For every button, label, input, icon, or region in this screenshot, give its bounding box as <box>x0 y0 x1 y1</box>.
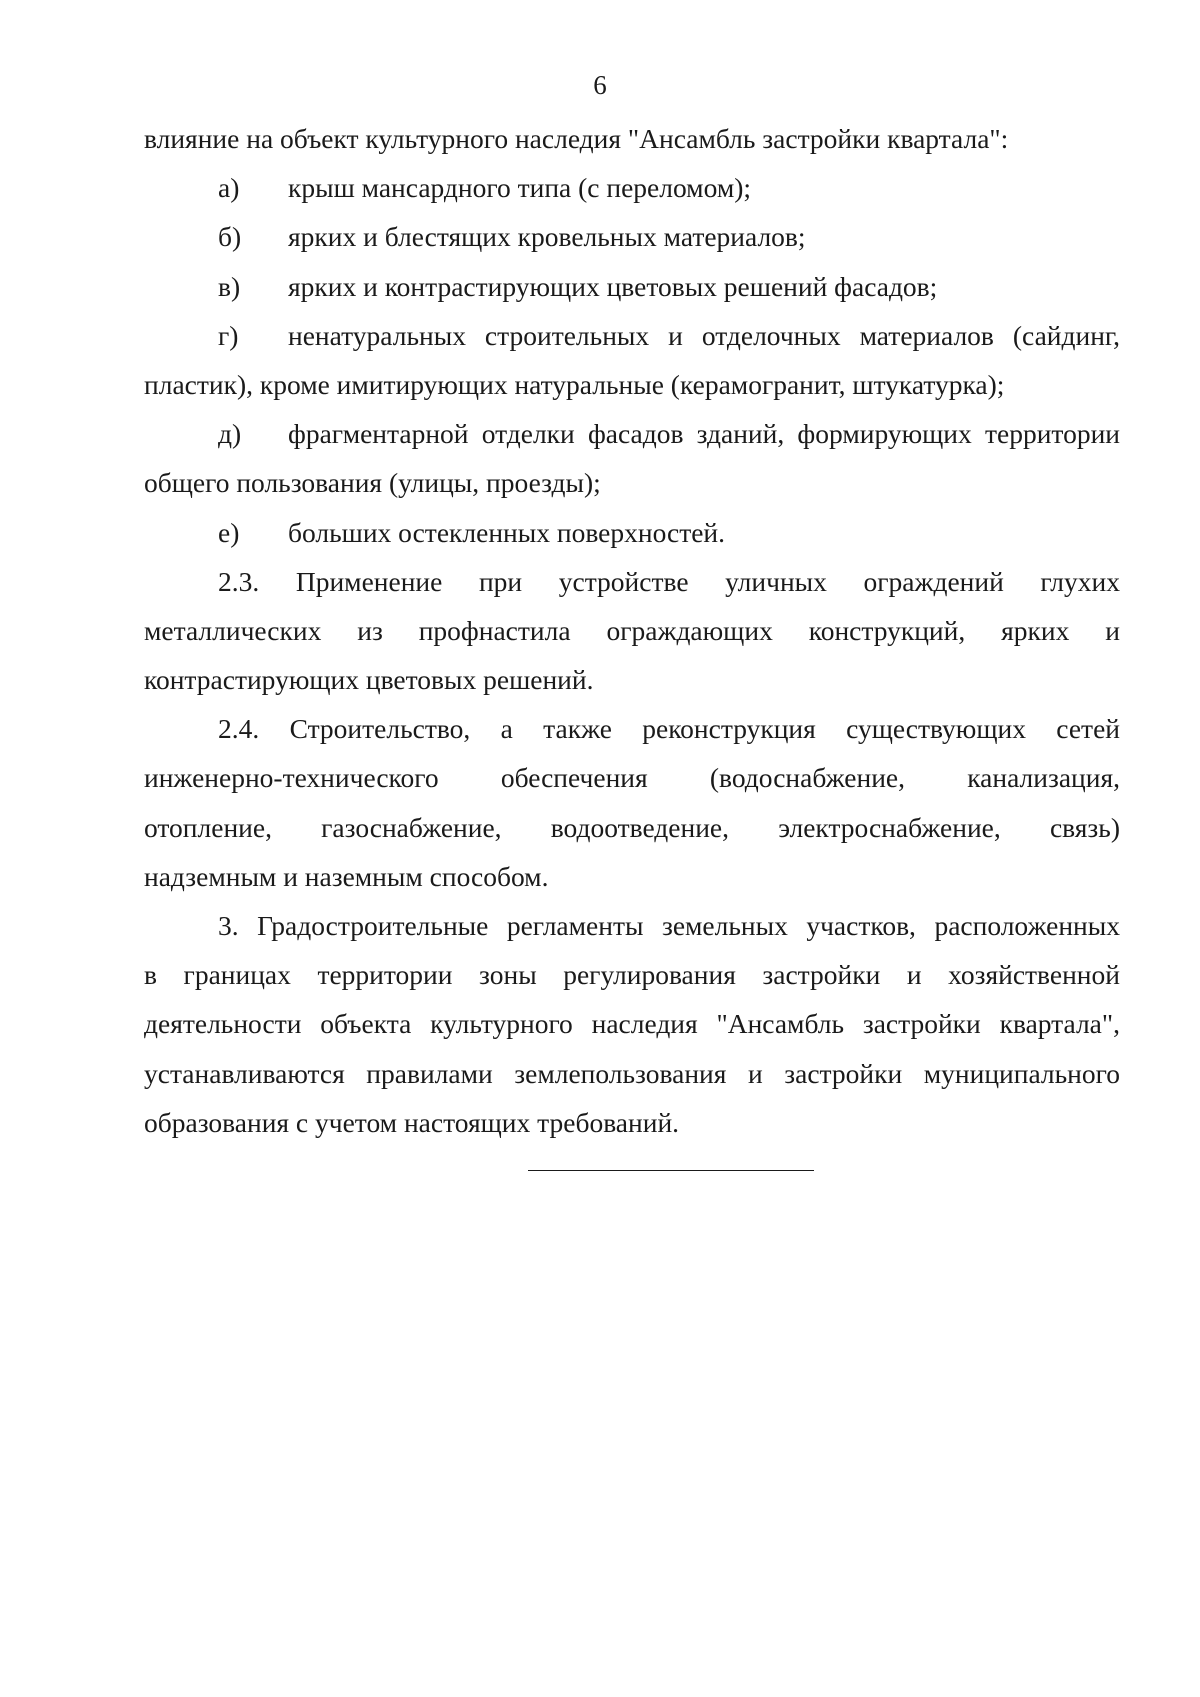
list-marker: е) <box>218 516 240 548</box>
list-item-d <box>144 409 1120 458</box>
list-text: фрагментарной отделки фасадов зданий, формирующих территории <box>288 418 1120 450</box>
list-marker: д) <box>218 418 242 450</box>
paragraph-line: устанавливаются правилами землепользования и застройки муниципального <box>144 1057 1120 1089</box>
document-body <box>144 114 1120 1147</box>
list-item-g <box>144 311 1120 360</box>
page-number: 6 <box>593 70 607 100</box>
list-text: ненатуральных строительных и отделочных материалов (сайдинг, <box>288 319 1120 351</box>
paragraph-line: деятельности объекта культурного наследия "Ансамбль застройки квартала", <box>144 1008 1120 1040</box>
list-text: больших остекленных поверхностей. <box>288 516 726 548</box>
list-marker: г) <box>218 319 239 351</box>
list-item-v <box>144 262 1120 311</box>
paragraph-line: в границах территории зоны регулирования застройки и хозяйственной <box>144 959 1120 991</box>
list-marker: б) <box>218 221 242 253</box>
list-text: ярких и контрастирующих цветовых решений фасадов; <box>288 270 938 302</box>
paragraph-line: образования с учетом настоящих требований. <box>144 1106 680 1138</box>
paragraph-2-4 <box>144 704 1120 901</box>
paragraph-line: надземным и наземным способом. <box>144 860 549 892</box>
end-of-document-rule <box>528 1170 814 1171</box>
paragraph-3 <box>144 901 1120 1147</box>
list-item-b <box>144 212 1120 261</box>
paragraph-line: инженерно-технического обеспечения (водоснабжение, канализация, <box>144 762 1120 794</box>
list-marker: а) <box>218 172 240 204</box>
paragraph-line: контрастирующих цветовых решений. <box>144 664 594 696</box>
list-item-g-continuation: пластик), кроме имитирующих натуральные (керамогранит, штукатурка); <box>144 368 1005 400</box>
list-text: ярких и блестящих кровельных материалов; <box>288 221 806 253</box>
paragraph-line: отопление, газоснабжение, водоотведение, электроснабжение, связь) <box>144 811 1120 843</box>
paragraph-line: металлических из профнастила ограждающих конструкций, ярких и <box>144 614 1120 646</box>
paragraph-line: 3. Градостроительные регламенты земельных участков, расположенных <box>218 910 1120 941</box>
list-text: крыш мансардного типа (с переломом); <box>288 172 752 204</box>
intro-line: влияние на объект культурного наследия "Ансамбль застройки квартала": <box>144 123 1009 154</box>
paragraph-line: 2.3. Применение при устройстве уличных ограждений глухих <box>218 565 1120 597</box>
paragraph-2-3 <box>144 557 1120 705</box>
list-item-e <box>144 508 1120 557</box>
list-item-d-continuation: общего пользования (улицы, проезды); <box>144 467 601 499</box>
paragraph-line: 2.4. Строительство, а также реконструкция существующих сетей <box>218 713 1120 745</box>
list-marker: в) <box>218 270 241 302</box>
list-item-a <box>144 163 1120 212</box>
